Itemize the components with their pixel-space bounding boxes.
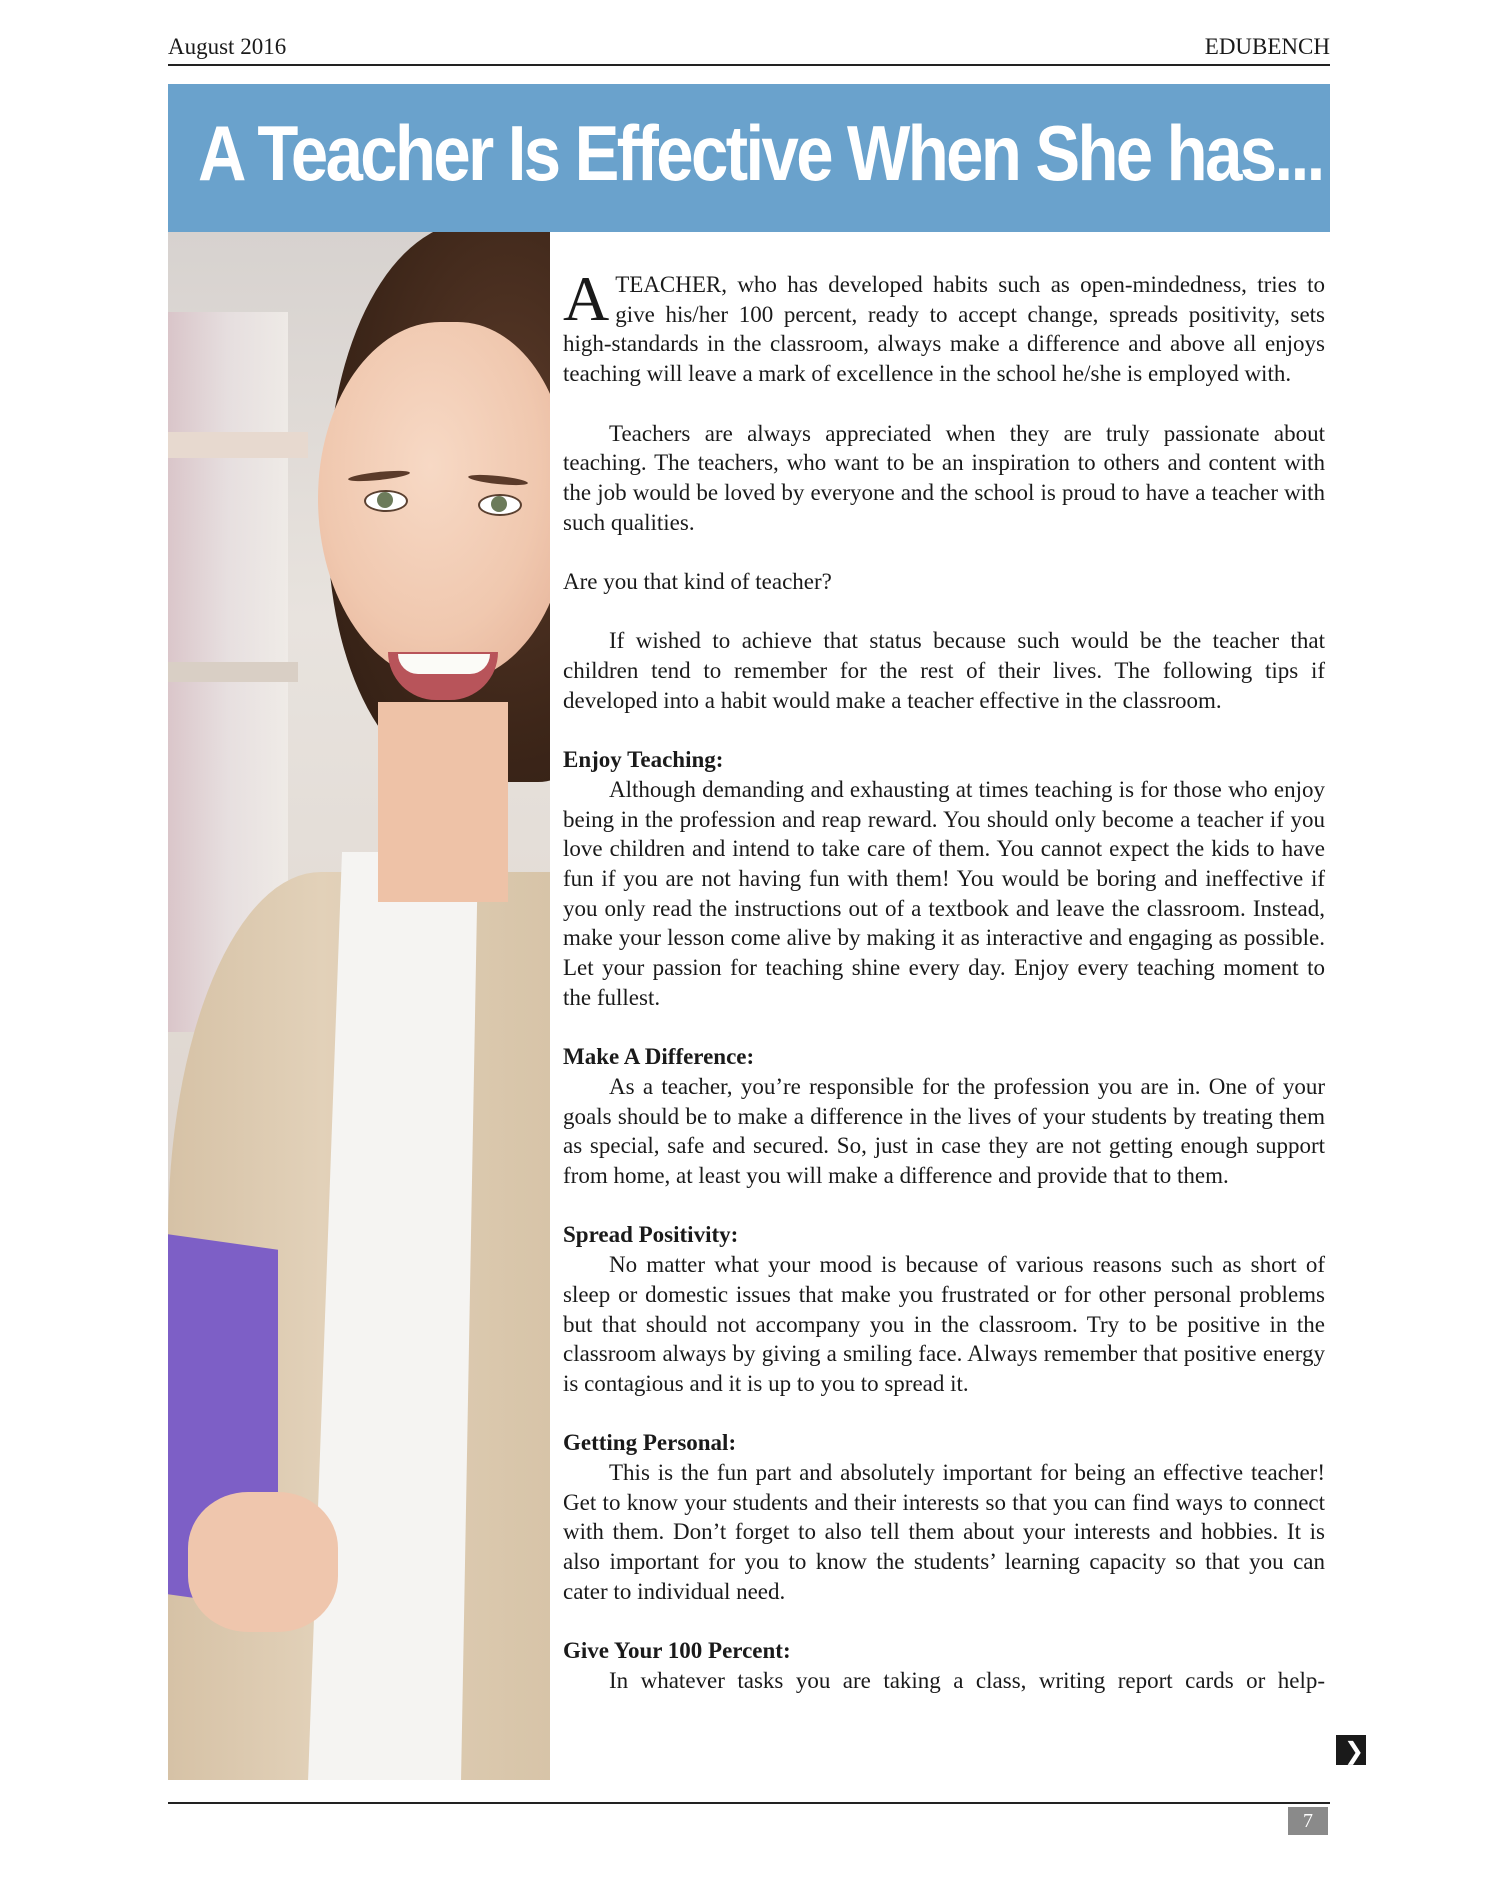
- intro-paragraph: [563, 263, 1325, 389]
- chevron-right-icon[interactable]: ❯: [1336, 1735, 1366, 1765]
- issue-date: August 2016: [168, 34, 287, 59]
- title-banner: [168, 84, 1330, 232]
- photo-iris: [491, 496, 507, 512]
- page-number: 7: [1288, 1807, 1328, 1835]
- page-header: [168, 34, 1330, 64]
- section-body: Although demanding and exhausting at times teaching is for those who enjoy being in the profession and reap reward. You should only become a teacher if you love children and intend to take care of them. You cannot expect the kids to have fun if you are not having fun with them! You would be boring and ineffective if you only read the instructions out of a textbook and leave the classroom. Instead, make your lesson come alive by making it as interactive and engaging as possible. Let your passion for teaching shine every day. Enjoy every teaching moment to the fullest.: [563, 776, 1325, 1010]
- section-heading: Enjoy Teaching:: [563, 747, 724, 773]
- section-heading: Getting Personal:: [563, 1430, 737, 1456]
- photo-hand: [188, 1492, 338, 1632]
- footer-rule: [168, 1802, 1330, 1804]
- photo-shelf: [168, 432, 308, 458]
- photo-neck: [378, 702, 508, 902]
- photo-iris: [377, 492, 393, 508]
- section-heading: Make A Difference:: [563, 1044, 755, 1070]
- drop-cap: A: [563, 263, 610, 334]
- section-body: As a teacher, you’re responsible for the profession you are in. One of your goals should be to make a difference in the lives of your students by treating them as special, safe and secured. So, just in case they are not getting enough support from home, at least you will make a difference and provide that to them.: [563, 1073, 1325, 1189]
- header-rule: [168, 64, 1330, 66]
- question-paragraph: Are you that kind of teacher?: [563, 569, 832, 594]
- intro-text: TEACHER, who has developed habits such as open-mindedness, tries to give his/her 100 percent, ready to accept change, spreads positivity, sets high-standards in the classroom, always make a difference and above all enjoys teaching will leave a mark of excellence in the school he/she is employed with.: [563, 272, 1325, 387]
- teacher-photo: [168, 232, 550, 1780]
- article-body: [563, 263, 1325, 1696]
- publication-name: EDUBENCH: [1204, 34, 1330, 59]
- paragraph: If wished to achieve that status because such would be the teacher that children tend to remember for the rest of their lives. The following tips if developed into a habit would make a teacher effective in the classroom.: [563, 628, 1325, 713]
- section-body: No matter what your mood is because of various reasons such as short of sleep or domestic issues that make you frustrated or for other personal problems but that should not accompany you in the classroom. Try to be positive in the classroom always by giving a smiling face. Always remember that positive energy is contagious and it is up to you to spread it.: [563, 1252, 1325, 1396]
- paragraph: Teachers are always appreciated when they are truly passionate about teaching. The teachers, who want to be an inspiration to others and content with the job would be loved by everyone and the school is proud to have a teacher with such qualities.: [563, 420, 1325, 535]
- section-heading: Give Your 100 Percent:: [563, 1638, 791, 1664]
- article-title: A Teacher Is Effective When She has...: [198, 109, 1323, 197]
- section-body: This is the fun part and absolutely important for being an effective teacher! Get to know your students and their interests so that you can find ways to connect with them. Don’t forget to also tell them about your interests and hobbies. It is also important for you to know the students’ learning capacity so that you can cater to individual need.: [563, 1460, 1325, 1604]
- section-body: In whatever tasks you are taking a class, writing report cards or help-: [609, 1667, 1325, 1693]
- section-heading: Spread Positivity:: [563, 1222, 739, 1248]
- photo-teeth: [398, 654, 490, 674]
- photo-shelf: [168, 662, 298, 682]
